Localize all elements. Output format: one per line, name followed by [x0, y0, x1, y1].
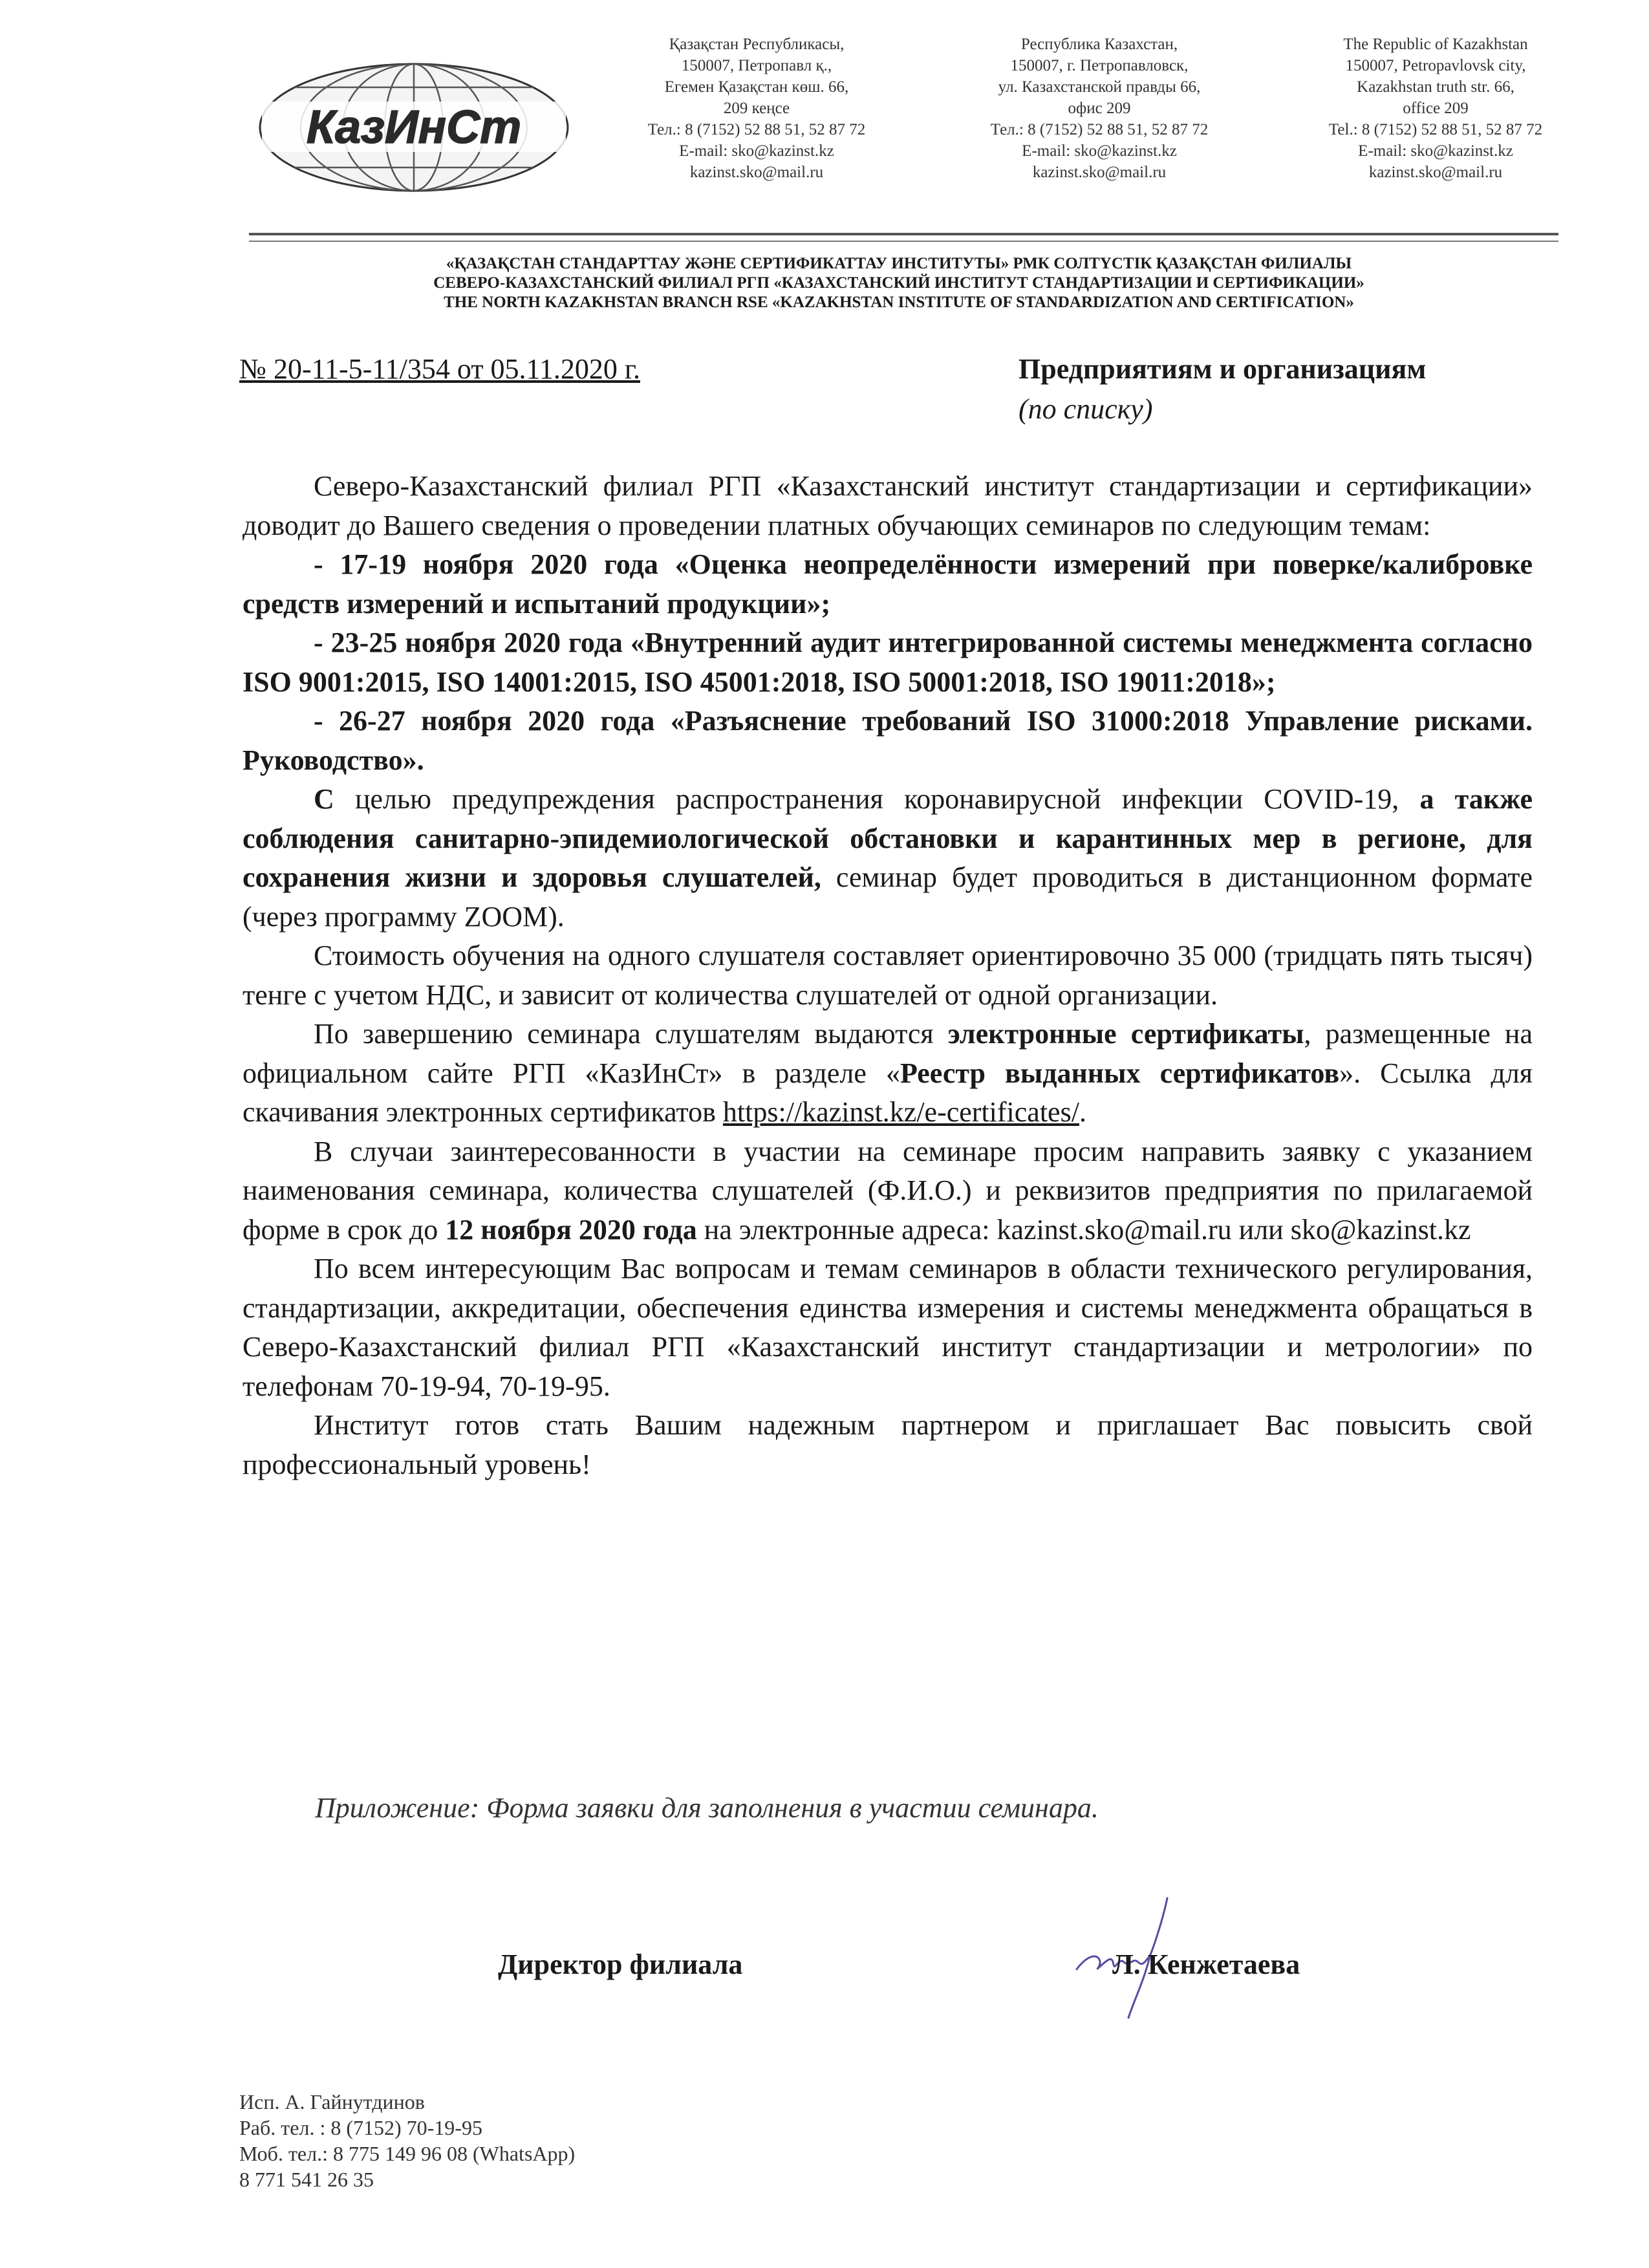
address-ru: Республика Казахстан, 150007, г. Петропавловск, ул. Казахстанской правды 66, офис 209 Тел.: 8 (7152) 52 88 51, 52 87 72 E-mail: sko@kazinst.kz kazinst.sko@mail.ru	[990, 36, 1209, 181]
letter-reference: № 20-11-5-11/354 от 05.11.2020 г.	[239, 353, 640, 385]
letter-body	[242, 467, 1533, 1484]
seminar-topic: - 17-19 ноября 2020 года «Оценка неопределённости измерений при поверке/калибровке средств измерений и испытаний продукции»;	[242, 548, 1533, 620]
application-paragraph: В случаи заинтересованности в участии на семинаре просим направить заявку с указанием наименования семинара, количества слушателей (Ф.И.О.) и реквизитов предприятия по прилагаемой форме в срок до 12 ноября 2020 года на электронные адреса: kazinst.sko@mail.ru или sko@kazinst.kz	[242, 1135, 1533, 1246]
header-rule	[249, 233, 1558, 235]
address-kz: Қазақстан Республикасы, 150007, Петропавл қ., Егемен Қазақстан көш. 66, 209 кеңсе Тел.: 8 (7152) 52 88 51, 52 87 72 E-mail: sko@kazinst.kz kazinst.sko@mail.ru	[647, 36, 866, 181]
seminar-topic: - 26-27 ноября 2020 года «Разъяснение требований ISO 31000:2018 Управление рисками. Руководство».	[242, 705, 1533, 776]
covid-paragraph: С целью предупреждения распространения коронавирусной инфекции COVID-19, а также соблюдения санитарно-эпидемиологической обстановки и карантинных мер в регионе, для сохранения жизни и здоровья слушателей, семинар будет проводиться в дистанционном формате (через программу ZOOM).	[242, 783, 1533, 933]
annex-note: Приложение: Форма заявки для заполнения в участии семинара.	[315, 1792, 1099, 1824]
org-name-ru: СЕВЕРО-КАЗАХСТАНСКИЙ ФИЛИАЛ РГП «КАЗАХСТАНСКИЙ ИНСТИТУТ СТАНДАРТИЗАЦИИ И СЕРТИФИКАЦИИ»	[433, 274, 1364, 292]
address-en: The Republic of Kazakhstan 150007, Petropavlovsk city, Kazakhstan truth str. 66, office 209 Tel.: 8 (7152) 52 88 51, 52 87 72 E-mail: sko@kazinst.kz kazinst.sko@mail.ru	[1328, 36, 1543, 181]
org-name-kz: «ҚАЗАҚСТАН СТАНДАРТТАУ ЖӘНЕ СЕРТИФИКАТТАУ ИНСТИТУТЫ» РМК СОЛТҮСТІК ҚАЗАҚСТАН ФИЛИАЛЫ	[446, 255, 1352, 272]
cost-paragraph: Стоимость обучения на одного слушателя составляет ориентировочно 35 000 (тридцать пять тысяч) тенге с учетом НДС, и зависит от количества слушателей от одной организации.	[242, 940, 1533, 1011]
questions-paragraph: По всем интересующим Вас вопросам и темам семинаров в области технического регулирования, стандартизации, аккредитации, обеспечения единства измерения и системы менеджмента обращаться в Северо-Казахстанский филиал РГП «Казахстанский институт стандартизации и метрологии» по телефонам 70-19-94, 70-19-95.	[242, 1253, 1533, 1402]
header-rule-thin	[249, 241, 1558, 242]
certificates-paragraph: По завершению семинара слушателям выдаются электронные сертификаты, размещенные на официальном сайте РГП «КазИнСт» в разделе «Реестр выданных сертификатов». Ссылка для скачивания электронных сертификатов https://kazinst.kz/e-certificates/.	[242, 1018, 1533, 1128]
svg-text:КазИнСт: КазИнСт	[306, 102, 522, 153]
closing-paragraph: Институт готов стать Вашим надежным партнером и приглашает Вас повысить свой профессиональный уровень!	[242, 1409, 1533, 1480]
seminar-topic: - 23-25 ноября 2020 года «Внутренний аудит интегрированной системы менеджмента согласно ISO 9001:2015, ISO 14001:2015, ISO 45001:2018, ISO 50001:2018, ISO 19011:2018»;	[242, 627, 1533, 698]
executor-info: Исп. А. Гайнутдинов Раб. тел. : 8 (7152) 70-19-95 Моб. тел.: 8 775 149 96 08 (WhatsApp) 8 771 541 26 35	[239, 2090, 576, 2191]
kazinst-logo	[255, 61, 572, 194]
intro-paragraph: Северо-Казахстанский филиал РГП «Казахстанский институт стандартизации и сертификации» доводит до Вашего сведения о проведении платных обучающих семинаров по следующим темам:	[242, 470, 1533, 541]
signatory-name: Л. Кенжетаева	[1112, 1949, 1300, 1980]
certificates-link[interactable]: https://kazinst.kz/e-certificates/	[722, 1096, 1079, 1128]
addressee-note: (по списку)	[1018, 393, 1153, 425]
org-name-en: THE NORTH KAZAKHSTAN BRANCH RSE «KAZAKHSTAN INSTITUTE OF STANDARDIZATION AND CERTIFICATION»	[444, 294, 1354, 311]
signatory-position: Директор филиала	[498, 1949, 743, 1980]
addressee: Предприятиям и организациям	[1018, 353, 1427, 385]
